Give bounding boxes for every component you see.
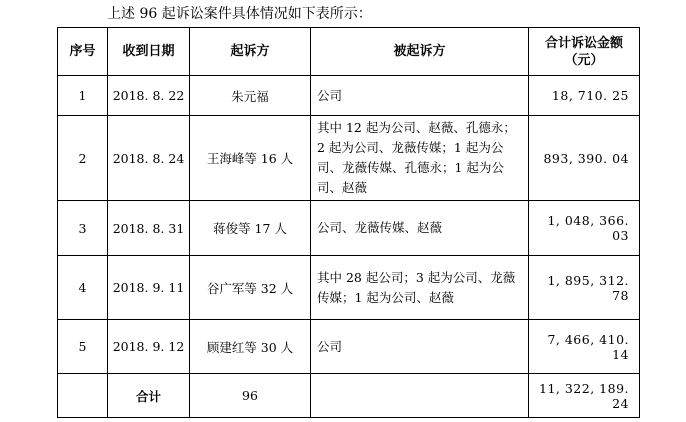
row-amount: 7, 466, 410. 14 — [529, 320, 640, 374]
row-defendant: 公司 — [311, 76, 529, 116]
table-row — [58, 256, 640, 320]
table-row — [58, 320, 640, 374]
row-no: 4 — [58, 256, 108, 320]
row-defendant: 其中 28 起公司；3 起为公司、龙薇传媒；1 起为公司、赵薇 — [311, 256, 529, 320]
lawsuit-table — [57, 27, 640, 418]
header-defendant: 被起诉方 — [311, 28, 529, 76]
row-plaintiff: 王海峰等 16 人 — [190, 116, 311, 201]
header-row — [58, 28, 640, 76]
total-label: 合计 — [108, 374, 190, 418]
row-amount: 893, 390. 04 — [529, 116, 640, 201]
total-defendant-cell — [311, 374, 529, 418]
row-date: 2018. 8. 24 — [108, 116, 190, 201]
intro-text: 上述 96 起诉讼案件具体情况如下表所示： — [107, 6, 372, 22]
header-plaintiff: 起诉方 — [190, 28, 311, 76]
row-date: 2018. 9. 12 — [108, 320, 190, 374]
row-no: 3 — [58, 201, 108, 256]
row-defendant: 公司、龙薇传媒、赵薇 — [311, 201, 529, 256]
row-plaintiff: 蒋俊等 17 人 — [190, 201, 311, 256]
row-date: 2018. 8. 31 — [108, 201, 190, 256]
row-plaintiff: 顾建红等 30 人 — [190, 320, 311, 374]
total-count: 96 — [190, 374, 311, 418]
header-date: 收到日期 — [108, 28, 190, 76]
row-date: 2018. 8. 22 — [108, 76, 190, 116]
row-plaintiff: 朱元福 — [190, 76, 311, 116]
row-defendant: 公司 — [311, 320, 529, 374]
row-amount: 18, 710. 25 — [529, 76, 640, 116]
total-amount: 11, 322, 189. 24 — [529, 374, 640, 418]
total-row — [58, 374, 640, 418]
row-no: 1 — [58, 76, 108, 116]
total-no-cell — [58, 374, 108, 418]
row-no: 5 — [58, 320, 108, 374]
row-plaintiff: 谷广军等 32 人 — [190, 256, 311, 320]
row-amount: 1, 048, 366. 03 — [529, 201, 640, 256]
header-no: 序号 — [58, 28, 108, 76]
row-no: 2 — [58, 116, 108, 201]
row-amount: 1, 895, 312. 78 — [529, 256, 640, 320]
table-row — [58, 201, 640, 256]
table-row — [58, 116, 640, 201]
row-date: 2018. 9. 11 — [108, 256, 190, 320]
table-row — [58, 76, 640, 116]
row-defendant: 其中 12 起为公司、赵薇、孔德永；2 起为公司、龙薇传媒；1 起为公司、龙薇传媒、孔德永；1 起为公司、赵薇 — [311, 116, 529, 201]
header-amount: 合计诉讼金额（元） — [529, 28, 640, 76]
